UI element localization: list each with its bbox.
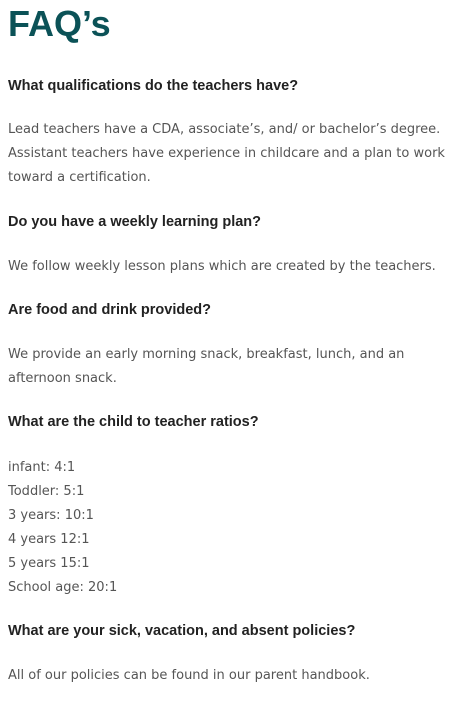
answer-line: We provide an early morning snack, breakfast, lunch, and an: [8, 347, 405, 362]
answer-line: toward a certification.: [8, 170, 151, 185]
faq-answer-learning-plan: [8, 255, 470, 279]
faq-question-food-drink: Are food and drink provided?: [8, 302, 212, 318]
ratio-line: School age: 20:1: [8, 580, 118, 595]
answer-line: Lead teachers have a CDA, associate’s, and/ or bachelor’s degree.: [8, 122, 441, 137]
faq-question-ratios: What are the child to teacher ratios?: [8, 414, 259, 430]
answer-line: We follow weekly lesson plans which are created by the teachers.: [8, 259, 436, 274]
answer-line: Assistant teachers have experience in childcare and a plan to work: [8, 146, 445, 161]
faq-answer-food-drink: [8, 343, 470, 391]
ratio-line: infant: 4:1: [8, 460, 76, 475]
faq-question-learning-plan: Do you have a weekly learning plan?: [8, 214, 262, 230]
faq-answer-qualifications: [8, 118, 470, 190]
ratio-line: Toddler: 5:1: [8, 484, 85, 499]
faq-answer-ratios: [8, 456, 470, 600]
ratio-line: 3 years: 10:1: [8, 508, 94, 523]
faq-question-policies: What are your sick, vacation, and absent policies?: [8, 623, 356, 639]
faq-answer-policies: [8, 664, 470, 688]
ratio-line: 5 years 15:1: [8, 556, 90, 571]
ratio-line: 4 years 12:1: [8, 532, 90, 547]
page-title: FAQ’s: [8, 3, 111, 44]
answer-line: afternoon snack.: [8, 371, 117, 386]
faq-question-qualifications: What qualifications do the teachers have?: [8, 78, 299, 94]
answer-line: All of our policies can be found in our parent handbook.: [8, 668, 370, 683]
